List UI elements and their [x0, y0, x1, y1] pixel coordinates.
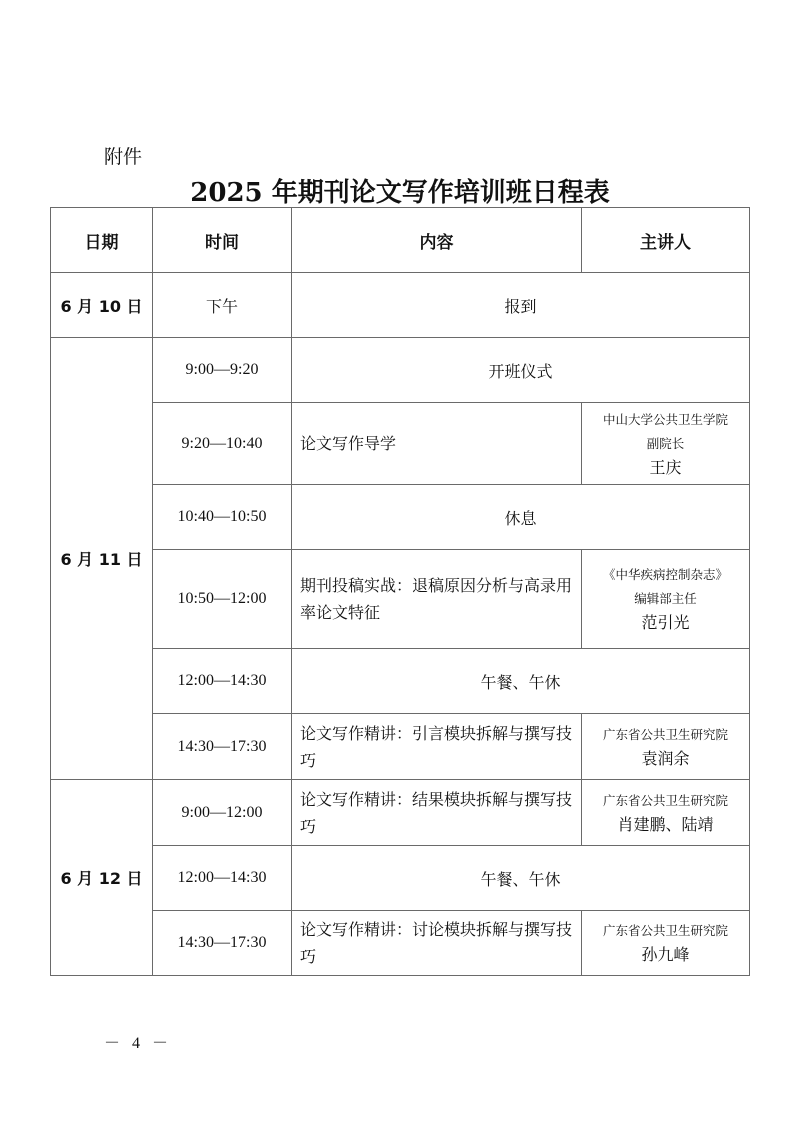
content-cell: 开班仪式	[292, 338, 750, 403]
speaker-org: 广东省公共卫生研究院	[602, 792, 728, 808]
header-time: 时间	[153, 208, 292, 273]
time-cell: 9:00—12:00	[153, 780, 292, 846]
table-row	[51, 338, 750, 403]
table-row	[51, 911, 750, 976]
date-cell: 6 月 11 日	[51, 338, 153, 780]
table-row	[51, 780, 750, 846]
content-cell: 论文写作精讲：结果模块拆解与撰写技巧	[292, 780, 582, 846]
page-number: － 4 －	[104, 1035, 173, 1052]
time-cell: 12:00—14:30	[153, 846, 292, 911]
time-cell: 14:30—17:30	[153, 911, 292, 976]
date-cell: 6 月 12 日	[51, 780, 153, 976]
header-row	[51, 208, 750, 273]
content-cell: 期刊投稿实战：退稿原因分析与高录用率论文特征	[292, 550, 582, 649]
document-title: 2025 年期刊论文写作培训班日程表	[190, 178, 610, 208]
speaker-cell	[582, 550, 750, 649]
header-content: 内容	[292, 208, 582, 273]
table-row	[51, 550, 750, 649]
table-row	[51, 649, 750, 714]
speaker-org: 中山大学公共卫生学院	[602, 411, 728, 427]
speaker-cell	[582, 911, 750, 976]
speaker-org: 《中华疾病控制杂志》	[602, 567, 728, 582]
table-row	[51, 485, 750, 550]
speaker-name: 肖建鹏、陆靖	[617, 814, 714, 834]
time-cell: 10:50—12:00	[153, 550, 292, 649]
attachment-label: 附件	[104, 146, 143, 168]
speaker-role: 编辑部主任	[634, 591, 697, 606]
speaker-name: 袁润余	[641, 748, 690, 768]
table-row	[51, 846, 750, 911]
content-cell: 论文写作精讲：引言模块拆解与撰写技巧	[292, 714, 582, 780]
speaker-org: 广东省公共卫生研究院	[602, 726, 728, 742]
speaker-cell	[582, 714, 750, 780]
speaker-name: 王庆	[649, 457, 682, 477]
content-cell: 报到	[292, 273, 750, 338]
content-cell: 论文写作导学	[292, 403, 582, 485]
time-cell: 12:00—14:30	[153, 649, 292, 714]
speaker-org: 广东省公共卫生研究院	[602, 923, 728, 938]
content-cell: 午餐、午休	[292, 846, 750, 911]
time-cell: 14:30—17:30	[153, 714, 292, 780]
speaker-name: 范引光	[641, 613, 690, 632]
time-cell: 10:40—10:50	[153, 485, 292, 550]
header-speaker: 主讲人	[582, 208, 750, 273]
speaker-role: 副院长	[646, 435, 685, 451]
content-cell: 午餐、午休	[292, 649, 750, 714]
table-row	[51, 273, 750, 338]
date-cell: 6 月 10 日	[51, 273, 153, 338]
schedule-table	[50, 207, 750, 976]
time-cell: 下午	[153, 273, 292, 338]
content-cell: 论文写作精讲：讨论模块拆解与撰写技巧	[292, 911, 582, 976]
table-row	[51, 403, 750, 485]
speaker-cell	[582, 780, 750, 846]
speaker-name: 孙九峰	[641, 945, 690, 964]
content-cell: 休息	[292, 485, 750, 550]
speaker-cell	[582, 403, 750, 485]
table-row	[51, 714, 750, 780]
time-cell: 9:20—10:40	[153, 403, 292, 485]
time-cell: 9:00—9:20	[153, 338, 292, 403]
header-date: 日期	[51, 208, 153, 273]
